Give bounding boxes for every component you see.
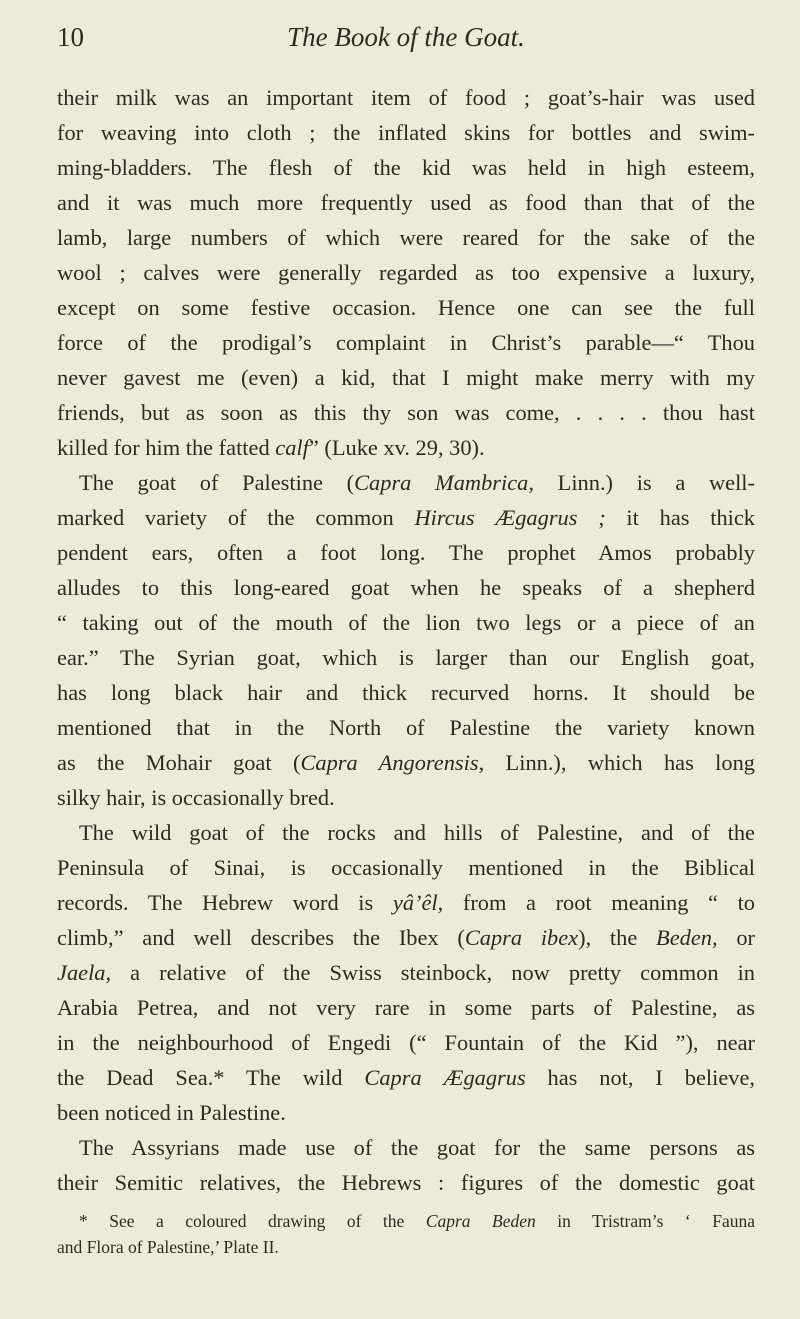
text-line (57, 1165, 755, 1200)
text-segment: The goat of Palestine ( (79, 470, 355, 495)
text-line (57, 920, 755, 955)
text-segment: wool ; calves were generally regarded as too expensive a luxury, (57, 260, 755, 285)
text-segment: mentioned that in the North of Palestine the variety known (57, 715, 755, 740)
italic-text: Capra Angorensis, (300, 750, 485, 775)
text-segment: Arabia Petrea, and not very rare in some parts of Palestine, as (57, 995, 755, 1020)
italic-text: Hircus Ægagrus ; (414, 505, 606, 530)
text-line (57, 955, 755, 990)
text-segment: Linn.) is a well- (533, 470, 755, 495)
text-segment: ), the (578, 925, 657, 950)
page-number: 10 (57, 22, 84, 52)
text-segment: * See a coloured drawing of the (79, 1211, 426, 1231)
italic-text: Beden, (656, 925, 718, 950)
text-line (57, 885, 755, 920)
italic-text: Capra Mambrica, (354, 470, 534, 495)
text-line (57, 115, 755, 150)
text-segment: a relative of the Swiss steinbock, now pretty common in (111, 960, 755, 985)
text-segment: the Dead Sea.* The wild (57, 1065, 365, 1090)
text-segment: “ taking out of the mouth of the lion two legs or a piece of an (57, 610, 755, 635)
text-segment: Peninsula of Sinai, is occasionally mentioned in the Biblical (57, 855, 755, 880)
footnote-line (57, 1208, 755, 1234)
text-segment: their Semitic relatives, the Hebrews : figures of the domestic goat (57, 1170, 755, 1195)
text-line (57, 185, 755, 220)
text-line (57, 255, 755, 290)
text-line (57, 1025, 755, 1060)
text-segment: and it was much more frequently used as food than that of the (57, 190, 755, 215)
italic-text: Capra ibex (464, 925, 579, 950)
text-segment: except on some festive occasion. Hence one can see the full (57, 295, 755, 320)
text-line (57, 500, 755, 535)
text-segment: marked variety of the common (57, 505, 415, 530)
text-line (57, 395, 755, 430)
footnote-line (57, 1234, 755, 1260)
text-line (57, 1095, 755, 1130)
text-segment: The wild goat of the rocks and hills of Palestine, and of the (79, 820, 755, 845)
italic-text: Capra Beden (425, 1211, 536, 1231)
text-line (57, 465, 755, 500)
text-segment: as the Mohair goat ( (57, 750, 301, 775)
text-segment: records. The Hebrew word is (57, 890, 393, 915)
text-segment: never gavest me (even) a kid, that I might make merry with my (57, 365, 755, 390)
text-segment: pendent ears, often a foot long. The prophet Amos probably (57, 540, 755, 565)
text-line (57, 710, 755, 745)
footnote (57, 1208, 755, 1260)
text-segment: been noticed in Palestine. (57, 1100, 286, 1125)
text-line (57, 780, 755, 815)
text-line (57, 80, 755, 115)
text-line (57, 290, 755, 325)
text-segment: it has thick (605, 505, 756, 530)
text-segment: force of the prodigal’s complaint in Christ’s parable—“ Thou (57, 330, 755, 355)
italic-text: calf (275, 435, 309, 460)
text-segment: ” (Luke xv. 29, 30). (308, 435, 485, 460)
page-header (57, 22, 755, 58)
text-line (57, 1130, 755, 1165)
text-line (57, 990, 755, 1025)
text-segment: climb,” and well describes the Ibex ( (57, 925, 465, 950)
text-segment: in the neighbourhood of Engedi (“ Fountain of the Kid ”), near (57, 1030, 755, 1055)
text-line (57, 640, 755, 675)
text-line (57, 605, 755, 640)
text-segment: in Tristram’s ‘ Fauna (535, 1211, 755, 1231)
running-title: The Book of the Goat. (287, 22, 525, 52)
text-line (57, 815, 755, 850)
text-line (57, 850, 755, 885)
italic-text: Capra Ægagrus (364, 1065, 526, 1090)
text-segment: their milk was an important item of food ; goat’s-hair was used (57, 85, 755, 110)
text-segment: killed for him the fatted (57, 435, 276, 460)
text-line (57, 325, 755, 360)
italic-text: yâ’êl, (392, 890, 444, 915)
text-segment: ming-bladders. The flesh of the kid was held in high esteem, (57, 155, 755, 180)
text-segment: Linn.), which has long (484, 750, 755, 775)
text-segment: has not, I believe, (525, 1065, 755, 1090)
text-segment: for weaving into cloth ; the inflated skins for bottles and swim- (57, 120, 755, 145)
text-line (57, 535, 755, 570)
body-text (57, 80, 755, 1200)
text-line (57, 570, 755, 605)
text-line (57, 150, 755, 185)
text-line (57, 745, 755, 780)
text-line (57, 360, 755, 395)
text-line (57, 1060, 755, 1095)
text-line (57, 430, 755, 465)
text-segment: friends, but as soon as this thy son was come, . . . . thou hast (57, 400, 755, 425)
italic-text: Jaela, (57, 960, 112, 985)
text-segment: from a root meaning “ to (443, 890, 755, 915)
text-segment: has long black hair and thick recurved horns. It should be (57, 680, 755, 705)
text-segment: alludes to this long-eared goat when he speaks of a shepherd (57, 575, 755, 600)
text-segment: The Assyrians made use of the goat for the same persons as (79, 1135, 755, 1160)
text-segment: or (717, 925, 755, 950)
text-segment: and Flora of Palestine,’ Plate II. (57, 1237, 279, 1257)
text-line (57, 675, 755, 710)
text-line (57, 220, 755, 255)
text-segment: lamb, large numbers of which were reared for the sake of the (57, 225, 755, 250)
text-segment: silky hair, is occasionally bred. (57, 785, 335, 810)
text-segment: ear.” The Syrian goat, which is larger than our English goat, (57, 645, 755, 670)
